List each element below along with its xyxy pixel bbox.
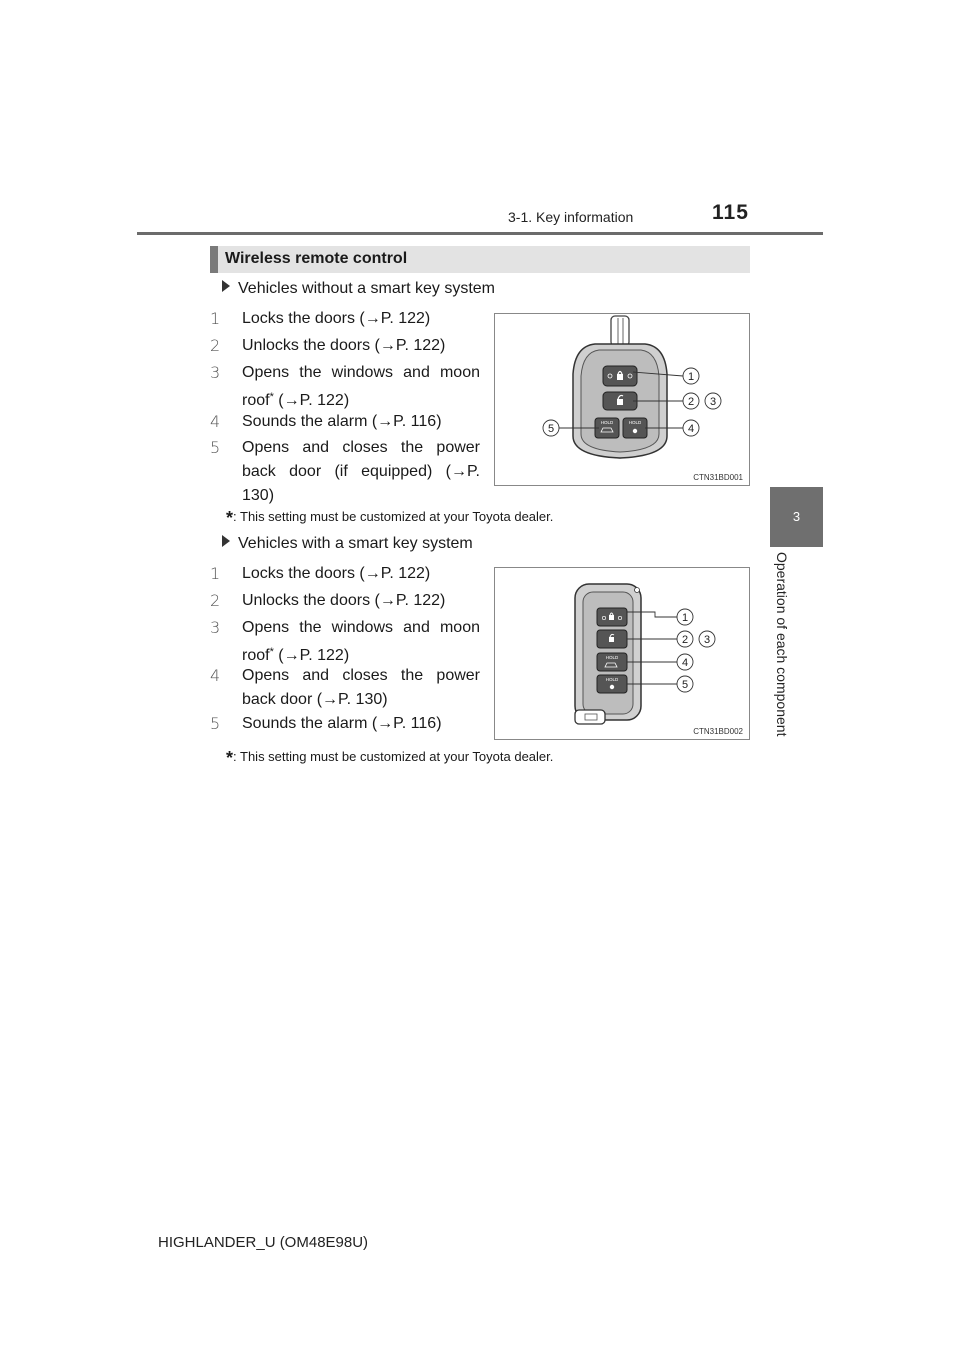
- group1-footnote: [226, 508, 553, 529]
- item-text: [242, 361, 480, 413]
- figure-code: CTN31BD001: [693, 473, 743, 482]
- item-number: 1: [210, 564, 221, 583]
- item-text: Unlocks the doors (→P. 122): [242, 592, 446, 609]
- callout-1: 1: [687, 371, 695, 383]
- callout-4: 4: [687, 423, 695, 435]
- triangle-bullet-icon: [222, 535, 230, 547]
- page-number: 115: [712, 201, 749, 224]
- item-number: 3: [210, 618, 221, 637]
- footnote-marker: *: [269, 391, 274, 403]
- chapter-tab-number: 3: [792, 509, 801, 524]
- item-number: 4: [210, 666, 221, 685]
- triangle-bullet-icon: [222, 280, 230, 292]
- item-text-main: Opens the windows and moon roof: [242, 364, 480, 409]
- callout-2: 2: [687, 396, 695, 408]
- callout-5: 5: [681, 679, 689, 691]
- chapter-side-label: [770, 552, 810, 747]
- group1-heading: [222, 280, 495, 298]
- item-number: 1: [210, 309, 221, 328]
- item-text: Unlocks the doors (→P. 122): [242, 337, 446, 354]
- chapter-side-label-text: Operation of each component: [774, 552, 790, 737]
- remote-key-illustration: [495, 314, 751, 487]
- group2-heading: [222, 535, 473, 553]
- item-number: 5: [210, 438, 221, 457]
- item-text-ref: (→P. 122): [273, 647, 350, 664]
- callout-5: 5: [547, 423, 555, 435]
- hold-label: HOLD: [605, 677, 619, 682]
- footnote-star: *: [226, 508, 234, 528]
- smart-key-figure: [494, 567, 750, 740]
- section-title-bar: [210, 246, 750, 273]
- footnote-marker: *: [269, 646, 274, 658]
- item-text-main: Opens the windows and moon roof: [242, 619, 480, 664]
- callout-3: 3: [709, 396, 717, 408]
- footer-model-code: HIGHLANDER_U (OM48E98U): [158, 1234, 369, 1251]
- group2-footnote: [226, 748, 553, 769]
- hold-label: HOLD: [605, 655, 619, 660]
- callout-3: 3: [703, 634, 711, 646]
- item-number: 4: [210, 412, 221, 431]
- item-text: Sounds the alarm (→P. 116): [242, 715, 442, 732]
- item-number: 2: [210, 336, 221, 355]
- running-header-section: 3-1. Key information: [508, 209, 634, 225]
- footnote-text: : This setting must be customized at your Toyota dealer.: [233, 749, 554, 764]
- group1-heading-text: Vehicles without a smart key system: [238, 280, 495, 297]
- item-number: 3: [210, 363, 221, 382]
- item-text: Locks the doors (→P. 122): [242, 565, 431, 582]
- item-text-ref: (→P. 122): [273, 392, 350, 409]
- hold-label: HOLD: [628, 420, 642, 425]
- item-text: Opens and closes the power back door (→P. 130): [242, 667, 480, 708]
- callout-2: 2: [681, 634, 689, 646]
- figure-code: CTN31BD002: [693, 727, 743, 736]
- section-title: Wireless remote control: [225, 250, 408, 267]
- item-text: Opens and closes the power back door (if equipped) (→P. 130): [242, 439, 480, 504]
- item-number: 5: [210, 714, 221, 733]
- footnote-text: : This setting must be customized at your Toyota dealer.: [233, 509, 554, 524]
- smart-key-illustration: [495, 568, 751, 741]
- group2-heading-text: Vehicles with a smart key system: [238, 535, 473, 552]
- chapter-tab: [770, 487, 823, 547]
- hold-label: HOLD: [600, 420, 614, 425]
- item-text: Locks the doors (→P. 122): [242, 310, 431, 327]
- item-text: [242, 616, 480, 668]
- footnote-star: *: [226, 748, 234, 768]
- header-rule: [137, 232, 823, 235]
- callout-1: 1: [681, 612, 689, 624]
- item-number: 2: [210, 591, 221, 610]
- callout-4: 4: [681, 657, 689, 669]
- item-text: Sounds the alarm (→P. 116): [242, 413, 442, 430]
- remote-key-figure: [494, 313, 750, 486]
